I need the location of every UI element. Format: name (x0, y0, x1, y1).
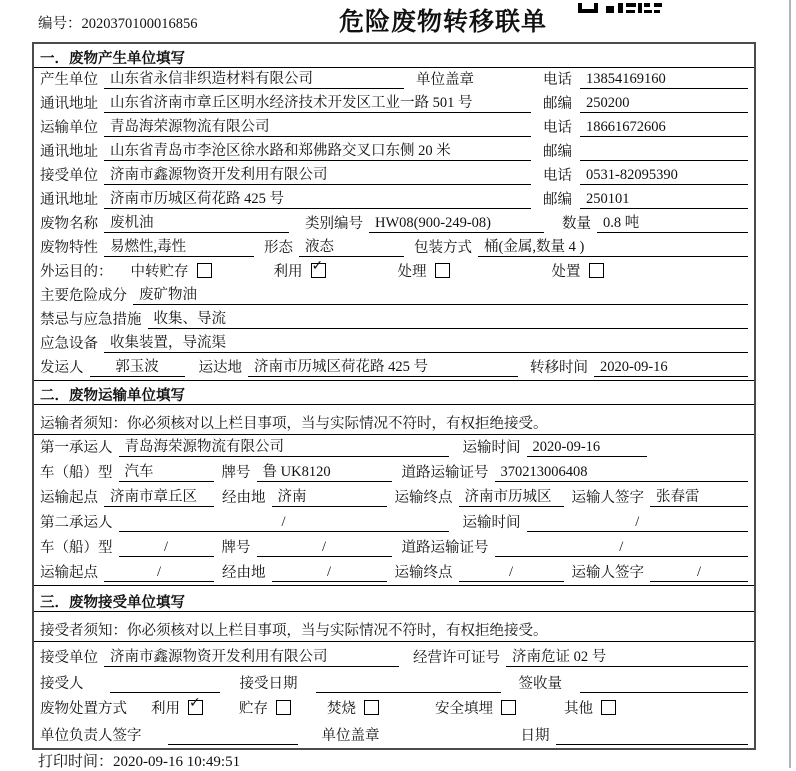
quantity-label: 数量 (562, 216, 591, 232)
option-label: 其他 (564, 701, 593, 717)
storage-checkbox (276, 700, 291, 715)
transporter-address-label: 通讯地址 (40, 144, 98, 160)
acceptor-value (110, 675, 220, 693)
transporter-zip-value (580, 143, 748, 161)
disposal-method-row (34, 696, 754, 722)
form-row (34, 116, 754, 140)
zip-group (543, 188, 748, 209)
transporter-address-value: 山东省青岛市李沧区徐水路和郑佛路交叉口东侧 20 米 (104, 139, 531, 161)
zip-label: 邮编 (543, 144, 572, 160)
page-title: 危险废物转移联单 (338, 8, 548, 36)
treatment-checkbox (435, 263, 450, 278)
checkbox-option (239, 697, 291, 718)
vehicle-type-value: / (119, 539, 214, 557)
emergency-equipment-value: 收集装置，导流渠 (104, 331, 748, 353)
form-row (34, 356, 754, 380)
road-permit-label: 道路运输证号 (401, 465, 489, 481)
waste-name-label: 废物名称 (40, 216, 98, 232)
carrier-signature-label: 运输人签字 (571, 565, 644, 581)
road-permit-value: / (495, 539, 749, 557)
producer-unit-value: 山东省永信非织造材料有限公司 (104, 67, 404, 89)
checkbox-option (435, 697, 516, 718)
checkbox-option (398, 260, 450, 281)
phone-group (543, 68, 748, 89)
option-label: 利用 (273, 264, 303, 280)
section2-note: 运输者须知：你必须核对以上栏目事项，当与实际情况不符时，有权拒绝接受。 (34, 405, 754, 435)
manifest-table (32, 42, 756, 750)
transporter-unit-value: 青岛海荣源物流有限公司 (104, 115, 531, 137)
zip-label: 邮编 (543, 192, 572, 208)
zip-group (543, 140, 748, 161)
shipper-label: 发运人 (40, 360, 84, 376)
producer-unit-label: 产生单位 (40, 72, 98, 88)
unit-seal-label: 单位盖章 (321, 728, 380, 744)
form-state-value: 液态 (299, 235, 404, 257)
waste-name-value: 废机油 (104, 211, 289, 233)
road-permit-label: 道路运输证号 (401, 540, 489, 556)
carrier-signature-label: 运输人签字 (571, 490, 644, 506)
transport-origin-label: 运输起点 (40, 490, 98, 506)
transport-end-label: 运输终点 (394, 565, 453, 581)
utilize-checkbox (311, 258, 326, 278)
form-row (34, 722, 754, 748)
category-code-label: 类别编号 (305, 216, 363, 232)
section3-header: 三．废物接受单位填写 (34, 585, 754, 612)
receiver-address-label: 通讯地址 (40, 192, 98, 208)
check-icon: ✓ (189, 695, 201, 711)
option-label: 处理 (397, 264, 427, 280)
transport-time-label: 运输时间 (462, 440, 521, 456)
date-label: 日期 (520, 728, 550, 744)
carrier-signature-value: / (650, 564, 748, 582)
accept-date-label: 接受日期 (239, 676, 298, 692)
transport-time-label: 运输时间 (462, 515, 521, 531)
contraindication-label: 禁忌与应急措施 (40, 312, 142, 328)
packaging-value: 桶(金属,数量 4 ) (478, 235, 748, 257)
transport-origin-value: / (104, 564, 214, 582)
form-row (34, 460, 754, 485)
producer-address-label: 通讯地址 (40, 96, 98, 112)
via-value: / (272, 564, 387, 582)
zip-group (543, 92, 748, 113)
via-value: 济南 (272, 485, 387, 507)
utilize-checkbox (188, 695, 203, 715)
shipper-value: 郭玉波 (90, 355, 185, 377)
section3-note: 接受者须知：你必须核对以上栏目事项，当与实际情况不符时，有权拒绝接受。 (34, 612, 754, 642)
accepting-unit-label: 接受单位 (40, 650, 98, 666)
transport-end-value: 济南市历城区 (459, 485, 564, 507)
phone-group (543, 116, 748, 137)
transport-time-value: 2020-09-16 (527, 439, 647, 457)
option-label: 利用 (151, 701, 180, 717)
form-row (34, 284, 754, 308)
phone-label: 电话 (543, 72, 572, 88)
vehicle-type-value: 汽车 (119, 460, 214, 482)
responsible-signature-label: 单位负责人签字 (40, 728, 142, 744)
form-row (34, 435, 754, 460)
zip-label: 邮编 (543, 96, 572, 112)
form-row (34, 212, 754, 236)
qr-code-fragment (578, 0, 662, 18)
hazard-component-label: 主要危险成分 (40, 288, 127, 304)
option-label: 处置 (551, 264, 581, 280)
form-row (34, 332, 754, 356)
via-label: 经由地 (222, 490, 266, 506)
phone-label: 电话 (543, 168, 572, 184)
checkbox-option (552, 260, 604, 281)
transporter-unit-label: 运输单位 (40, 120, 98, 136)
transfer-date-label: 转移时间 (530, 360, 588, 376)
transfer-date-value: 2020-09-16 (594, 359, 748, 377)
form-row (34, 68, 754, 92)
transit-storage-checkbox (197, 263, 212, 278)
waste-property-value: 易燃性,毒性 (104, 235, 254, 257)
section1-header: 一．废物产生单位填写 (34, 44, 754, 68)
contraindication-value: 收集、导流 (148, 307, 749, 329)
second-carrier-value: / (119, 514, 449, 532)
option-label: 焚烧 (327, 701, 356, 717)
unit-seal-label: 单位盖章 (416, 72, 474, 88)
option-label: 贮存 (239, 701, 268, 717)
transport-time-value: / (527, 514, 749, 532)
transporter-phone-value: 18661672606 (580, 119, 748, 137)
form-row (34, 140, 754, 164)
plate-number-value: 鲁 UK8120 (257, 460, 392, 482)
responsible-signature-value (168, 727, 298, 745)
phone-label: 电话 (543, 120, 572, 136)
doc-number (38, 12, 198, 33)
transport-end-label: 运输终点 (394, 490, 453, 506)
accept-date-value (316, 675, 501, 693)
signed-quantity-value (580, 675, 748, 693)
producer-zip-value: 250200 (580, 95, 748, 113)
incineration-checkbox (364, 700, 379, 715)
print-time-value: 2020-09-16 10:49:51 (113, 754, 241, 770)
producer-phone-value: 13854169160 (580, 71, 748, 89)
other-checkbox (601, 700, 616, 715)
plate-number-label: 牌号 (221, 465, 251, 481)
form-row (34, 485, 754, 510)
license-number-value: 济南危证 02 号 (506, 645, 748, 667)
receiver-zip-value: 250101 (580, 191, 748, 209)
form-row (34, 236, 754, 260)
form-row (34, 535, 754, 560)
form-state-label: 形态 (264, 240, 293, 256)
page-edge-line (789, 0, 791, 768)
destination-label: 运达地 (198, 360, 242, 376)
first-carrier-value: 青岛海荣源物流有限公司 (119, 435, 449, 457)
print-time-label: 打印时间： (38, 754, 114, 770)
form-row (34, 164, 754, 188)
disposal-checkbox (589, 263, 604, 278)
form-row (34, 642, 754, 670)
landfill-checkbox (501, 700, 516, 715)
packaging-label: 包装方式 (414, 240, 472, 256)
receiver-address-value: 济南市历城区荷花路 425 号 (104, 187, 531, 209)
section2-header: 二．废物运输单位填写 (34, 380, 754, 405)
option-label: 中转贮存 (130, 264, 189, 280)
phone-group (543, 164, 748, 185)
checkbox-option (131, 260, 212, 281)
form-row (34, 188, 754, 212)
form-row (34, 670, 754, 696)
via-label: 经由地 (222, 565, 266, 581)
option-label: 安全填埋 (435, 701, 493, 717)
checkbox-option (151, 697, 203, 718)
vehicle-type-label: 车（船）型 (40, 465, 113, 481)
transfer-purpose-row (34, 260, 754, 284)
license-number-label: 经营许可证号 (413, 650, 500, 666)
accepting-unit-value: 济南市鑫源物资开发利用有限公司 (104, 645, 399, 667)
destination-value: 济南市历城区荷花路 425 号 (248, 355, 518, 377)
transport-origin-value: 济南市章丘区 (104, 485, 214, 507)
transfer-purpose-label: 外运目的： (40, 264, 113, 280)
category-code-value: HW08(900-249-08) (369, 215, 544, 233)
first-carrier-label: 第一承运人 (40, 440, 113, 456)
waste-property-label: 废物特性 (40, 240, 98, 256)
form-row (34, 308, 754, 332)
doc-number-label: 编号： (38, 16, 82, 32)
doc-number-value: 2020370100016856 (81, 16, 198, 32)
carrier-signature-value: 张春雷 (650, 485, 748, 507)
checkbox-option (274, 260, 326, 281)
disposal-method-label: 废物处置方式 (40, 701, 127, 717)
transport-origin-label: 运输起点 (40, 565, 98, 581)
quantity-value: 0.8 吨 (597, 211, 748, 233)
checkbox-option (564, 697, 616, 718)
plate-number-value: / (257, 539, 392, 557)
emergency-equipment-label: 应急设备 (40, 336, 98, 352)
producer-address-value: 山东省济南市章丘区明水经济技术开发区工业一路 501 号 (104, 91, 531, 113)
acceptor-label: 接受人 (40, 676, 84, 692)
road-permit-value: 370213006408 (495, 464, 749, 482)
receiver-unit-value: 济南市鑫源物资开发利用有限公司 (104, 163, 531, 185)
check-icon: ✓ (311, 258, 324, 274)
form-row (34, 92, 754, 116)
checkbox-option (327, 697, 379, 718)
hazard-component-value: 废矿物油 (133, 283, 748, 305)
second-carrier-label: 第二承运人 (40, 515, 113, 531)
plate-number-label: 牌号 (221, 540, 251, 556)
date-value (556, 727, 749, 745)
form-row (34, 560, 754, 585)
signed-quantity-label: 签收量 (518, 676, 562, 692)
receiver-unit-label: 接受单位 (40, 168, 98, 184)
form-row (34, 510, 754, 535)
receiver-phone-value: 0531-82095390 (580, 167, 748, 185)
transport-end-value: / (459, 564, 564, 582)
vehicle-type-label: 车（船）型 (40, 540, 113, 556)
